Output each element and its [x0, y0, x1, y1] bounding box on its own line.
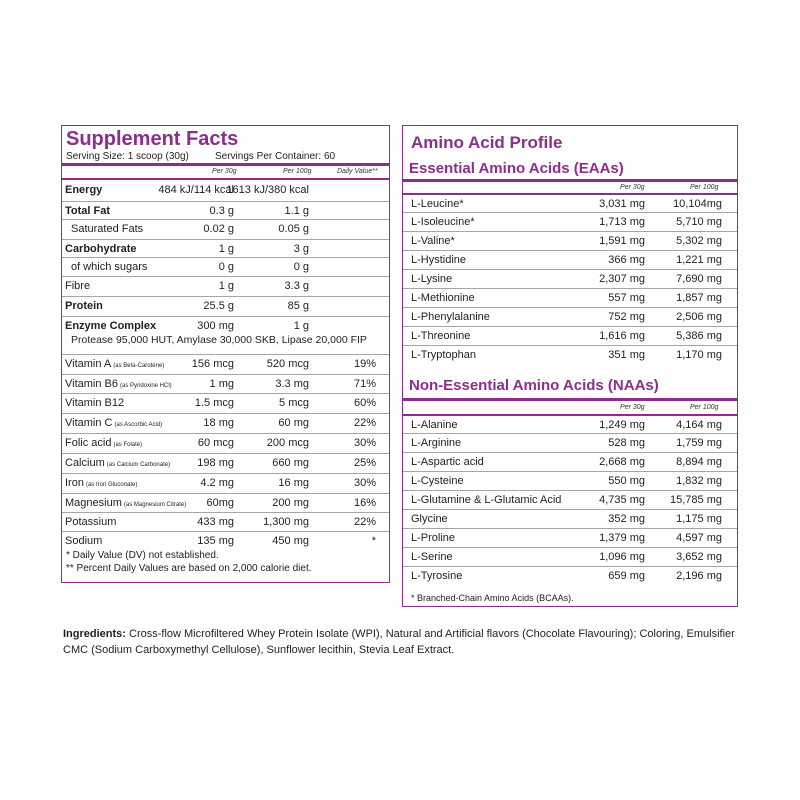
servings-per-container: Servings Per Container: 60 — [215, 151, 336, 162]
serving-size: Serving Size: 1 scoop (30g) — [66, 151, 189, 162]
nutrient-source: (as Pyridoxine HCl) — [120, 383, 172, 389]
amino-name: L-Cysteine — [411, 475, 464, 487]
eaa-col-per100: Per 100g — [690, 184, 719, 191]
nutrient-name — [65, 205, 110, 218]
amino-row — [403, 414, 737, 431]
per100-value: 200 mcg — [266, 437, 309, 449]
nutrient-name — [65, 358, 164, 373]
nutrient-label: Carbohydrate — [65, 243, 137, 255]
amino-per30: 2,307 mg — [599, 273, 645, 285]
per100-value: 0 g — [293, 261, 309, 273]
per100-value: 5 mcg — [279, 397, 309, 409]
nutrient-source: (as Ascorbic Acid) — [114, 422, 163, 428]
amino-name: L-Methionine — [411, 292, 475, 304]
nutrient-source: (as Beta-Carotene) — [113, 363, 165, 369]
amino-row — [403, 231, 737, 247]
nutrient-source: (as Folate) — [113, 442, 143, 448]
amino-name: L-Serine — [411, 551, 453, 563]
nutrient-label: Fibre — [65, 280, 91, 292]
per100-value: 16 mg — [278, 477, 309, 489]
nutrient-name — [65, 378, 172, 393]
footnote-calorie: ** Percent Daily Values are based on 2,000 calorie diet. — [66, 563, 312, 574]
per30-value: 18 mg — [203, 417, 234, 429]
per100-value: 1,300 mg — [263, 516, 309, 528]
per30-value: 1 mg — [209, 378, 234, 390]
nutrient-row — [62, 473, 389, 489]
nutrient-source: (as Iron Gluconate) — [85, 482, 138, 488]
col-header-dv: Daily Value** — [337, 168, 378, 175]
per100-value: 3.3 g — [284, 280, 309, 292]
col-header-per100: Per 100g — [283, 168, 312, 175]
nutrient-row — [62, 512, 389, 528]
amino-row — [403, 288, 737, 304]
amino-row — [403, 490, 737, 506]
amino-row — [403, 452, 737, 468]
nutrient-name — [71, 223, 143, 236]
nutrient-label: Vitamin B12 — [65, 397, 125, 409]
amino-per30: 352 mg — [608, 513, 645, 525]
amino-name: L-Aspartic acid — [411, 456, 484, 468]
nutrient-row — [62, 276, 389, 292]
amino-name: L-Tryptophan — [411, 349, 477, 361]
per100-value: 660 mg — [272, 457, 309, 469]
amino-per100: 7,690 mg — [676, 273, 722, 285]
dv-value: 19% — [353, 358, 376, 370]
nutrient-row — [62, 316, 389, 346]
amino-per100: 3,652 mg — [676, 551, 722, 563]
per30-value: 60 mcg — [197, 437, 234, 449]
nutrient-label: Sodium — [65, 535, 103, 547]
amino-row — [403, 326, 737, 342]
amino-row — [403, 250, 737, 266]
amino-per30: 557 mg — [608, 292, 645, 304]
nutrient-row — [62, 239, 389, 255]
per100-value: 1 g — [293, 320, 309, 332]
amino-name: L-Proline — [411, 532, 456, 544]
per100-value: 450 mg — [272, 535, 309, 547]
nutrient-name — [71, 261, 147, 274]
per30-value: 4.2 mg — [200, 477, 234, 489]
nutrient-label: Magnesium — [65, 497, 122, 509]
nutrient-label: of which sugars — [71, 261, 148, 273]
nutrient-name — [65, 535, 102, 548]
amino-row — [403, 193, 737, 210]
dv-value: 22% — [353, 417, 376, 429]
naa-col-per30: Per 30g — [620, 404, 645, 411]
amino-row — [403, 433, 737, 449]
amino-per100: 5,302 mg — [676, 235, 722, 247]
per30-value: 1 g — [218, 280, 234, 292]
nutrient-label: Vitamin B6 — [65, 378, 118, 390]
per30-value: 60mg — [206, 497, 234, 509]
amino-per100: 4,597 mg — [676, 532, 722, 544]
amino-row — [403, 471, 737, 487]
nutrient-label: Folic acid — [65, 437, 112, 449]
amino-per100: 1,832 mg — [676, 475, 722, 487]
amino-row — [403, 528, 737, 544]
ingredients-text — [63, 626, 753, 658]
nutrient-name — [65, 300, 103, 313]
dv-value: 60% — [353, 397, 376, 409]
nutrient-name — [65, 280, 90, 293]
amino-name: L-Lysine — [411, 273, 453, 285]
footnote-dv: * Daily Value (DV) not established. — [66, 550, 219, 561]
dv-value: 16% — [353, 497, 376, 509]
amino-acid-panel — [402, 125, 738, 607]
nutrient-label: Saturated Fats — [71, 223, 144, 235]
amino-name: L-Valine* — [411, 235, 455, 247]
amino-per100: 2,506 mg — [676, 311, 722, 323]
amino-name: L-Leucine* — [411, 198, 464, 210]
eaa-bar — [403, 179, 737, 182]
nutrient-name — [65, 243, 137, 256]
per30-value: 25.5 g — [203, 300, 234, 312]
nutrient-label: Total Fat — [65, 205, 111, 217]
amino-name: L-Alanine — [411, 419, 458, 431]
nutrient-name — [65, 184, 102, 197]
nutrient-label: Vitamin C — [65, 417, 113, 429]
amino-per100: 1,170 mg — [676, 349, 722, 361]
nutrient-row — [62, 453, 389, 469]
per100-value: 200 mg — [272, 497, 309, 509]
nutrient-label: Potassium — [65, 516, 117, 528]
per30-value: 135 mg — [197, 535, 234, 547]
col-header-per30: Per 30g — [212, 168, 237, 175]
nutrient-row — [62, 354, 389, 370]
ingredients-label: Ingredients: — [63, 628, 126, 640]
enzyme-detail: Protease 95,000 HUT, Amylase 30,000 SKB, Lipase 20,000 FIP — [71, 334, 367, 346]
amino-name: L-Tyrosine — [411, 570, 463, 582]
nutrient-source: (as Magnesium Citrate) — [123, 502, 187, 508]
dv-value: 30% — [353, 437, 376, 449]
nutrient-label: Protein — [65, 300, 103, 312]
amino-per30: 752 mg — [608, 311, 645, 323]
nutrient-row — [62, 493, 389, 509]
amino-per100: 5,386 mg — [676, 330, 722, 342]
nutrient-name — [65, 457, 170, 472]
amino-per100: 1,759 mg — [676, 437, 722, 449]
nutrient-name — [65, 497, 186, 512]
per30-value: 198 mg — [197, 457, 234, 469]
nutrient-name — [65, 320, 156, 333]
nutrient-label: Enzyme Complex — [65, 320, 157, 332]
amino-row — [403, 212, 737, 228]
amino-per30: 2,668 mg — [599, 456, 645, 468]
dv-value: * — [371, 535, 376, 547]
amino-per30: 366 mg — [608, 254, 645, 266]
amino-per30: 351 mg — [608, 349, 645, 361]
nutrient-row — [62, 393, 389, 409]
amino-name: Glycine — [411, 513, 448, 525]
eaa-col-per30: Per 30g — [620, 184, 645, 191]
per100-value: 3.3 mg — [275, 378, 309, 390]
amino-row — [403, 307, 737, 323]
amino-row — [403, 566, 737, 582]
per100-value: 3 g — [293, 243, 309, 255]
amino-per30: 1,096 mg — [599, 551, 645, 563]
amino-per100: 1,175 mg — [676, 513, 722, 525]
amino-per30: 1,379 mg — [599, 532, 645, 544]
amino-per100: 4,164 mg — [676, 419, 722, 431]
amino-per100: 1,221 mg — [676, 254, 722, 266]
amino-per30: 528 mg — [608, 437, 645, 449]
nutrient-row — [62, 413, 389, 429]
amino-name: L-Phenylalanine — [411, 311, 490, 323]
nutrient-label: Calcium — [65, 457, 105, 469]
amino-per30: 3,031 mg — [599, 198, 645, 210]
per30-value: 1.5 mcg — [194, 397, 234, 409]
amino-name: L-Glutamine & L-Glutamic Acid — [411, 494, 562, 506]
amino-per30: 1,591 mg — [599, 235, 645, 247]
amino-per30: 1,249 mg — [599, 419, 645, 431]
amino-name: L-Arginine — [411, 437, 462, 449]
ingredients-body: Cross-flow Microfiltered Whey Protein Isolate (WPI), Natural and Artificial flavors (Chocolate Flavouring); Coloring, Emulsifier CMC (Sodium Carboxymethyl Cellulose), Sunflower lecithin, Stevia Leaf Extract. — [63, 628, 735, 656]
dv-value: 25% — [353, 457, 376, 469]
naa-title: Non-Essential Amino Acids (NAAs) — [409, 377, 659, 394]
nutrient-name — [65, 397, 124, 410]
nutrient-label: Iron — [65, 477, 84, 489]
amino-name: L-Hystidine — [411, 254, 467, 266]
per100-value: 85 g — [287, 300, 309, 312]
amino-name: L-Isoleucine* — [411, 216, 475, 228]
per30-value: 0 g — [218, 261, 234, 273]
supplement-facts-title: Supplement Facts — [66, 128, 239, 150]
per30-value: 0.3 g — [209, 205, 234, 217]
per30-value: 156 mcg — [191, 358, 234, 370]
bcaa-footnote: * Branched-Chain Amino Acids (BCAAs). — [411, 593, 574, 603]
amino-name: L-Threonine — [411, 330, 471, 342]
per100-value: 1613 kJ/380 kcal — [226, 184, 309, 196]
col-header-bar — [62, 178, 389, 180]
dv-value: 22% — [353, 516, 376, 528]
nutrient-row — [62, 296, 389, 312]
amino-per30: 1,616 mg — [599, 330, 645, 342]
per30-value: 433 mg — [197, 516, 234, 528]
nutrient-name — [65, 437, 142, 452]
per100-value: 1.1 g — [284, 205, 309, 217]
amino-row — [403, 269, 737, 285]
per100-value: 0.05 g — [278, 223, 309, 235]
nutrient-source: (as Calcium Carbonate) — [106, 462, 171, 468]
per30-value: 300 mg — [197, 320, 234, 332]
nutrient-row — [62, 201, 389, 217]
nutrient-row — [62, 531, 389, 547]
per100-value: 60 mg — [278, 417, 309, 429]
nutrient-label: Vitamin A — [65, 358, 112, 370]
dv-value: 30% — [353, 477, 376, 489]
header-bar — [62, 163, 389, 166]
nutrient-name — [65, 417, 162, 432]
amino-per100: 10,104mg — [673, 198, 722, 210]
per100-value: 520 mcg — [266, 358, 309, 370]
nutrient-row — [62, 374, 389, 390]
amino-per100: 1,857 mg — [676, 292, 722, 304]
nutrient-name — [65, 477, 137, 492]
amino-per30: 1,713 mg — [599, 216, 645, 228]
amino-per30: 4,735 mg — [599, 494, 645, 506]
amino-per100: 5,710 mg — [676, 216, 722, 228]
per30-value: 0.02 g — [203, 223, 234, 235]
naa-col-per100: Per 100g — [690, 404, 719, 411]
nutrient-row — [62, 257, 389, 273]
nutrient-name — [65, 516, 116, 529]
per30-value: 1 g — [218, 243, 234, 255]
amino-per100: 2,196 mg — [676, 570, 722, 582]
amino-row — [403, 345, 737, 361]
amino-per30: 550 mg — [608, 475, 645, 487]
naa-bar — [403, 398, 737, 401]
dv-value: 71% — [353, 378, 376, 390]
amino-row — [403, 547, 737, 563]
nutrient-label: Energy — [65, 184, 103, 196]
amino-profile-title: Amino Acid Profile — [411, 133, 563, 152]
nutrient-row — [62, 219, 389, 235]
amino-row — [403, 509, 737, 525]
amino-per100: 8,894 mg — [676, 456, 722, 468]
eaa-title: Essential Amino Acids (EAAs) — [409, 160, 624, 177]
per30-value: 484 kJ/114 kcal — [158, 184, 234, 196]
amino-per30: 659 mg — [608, 570, 645, 582]
supplement-facts-panel — [61, 125, 390, 583]
amino-per100: 15,785 mg — [670, 494, 722, 506]
nutrient-row — [62, 433, 389, 449]
